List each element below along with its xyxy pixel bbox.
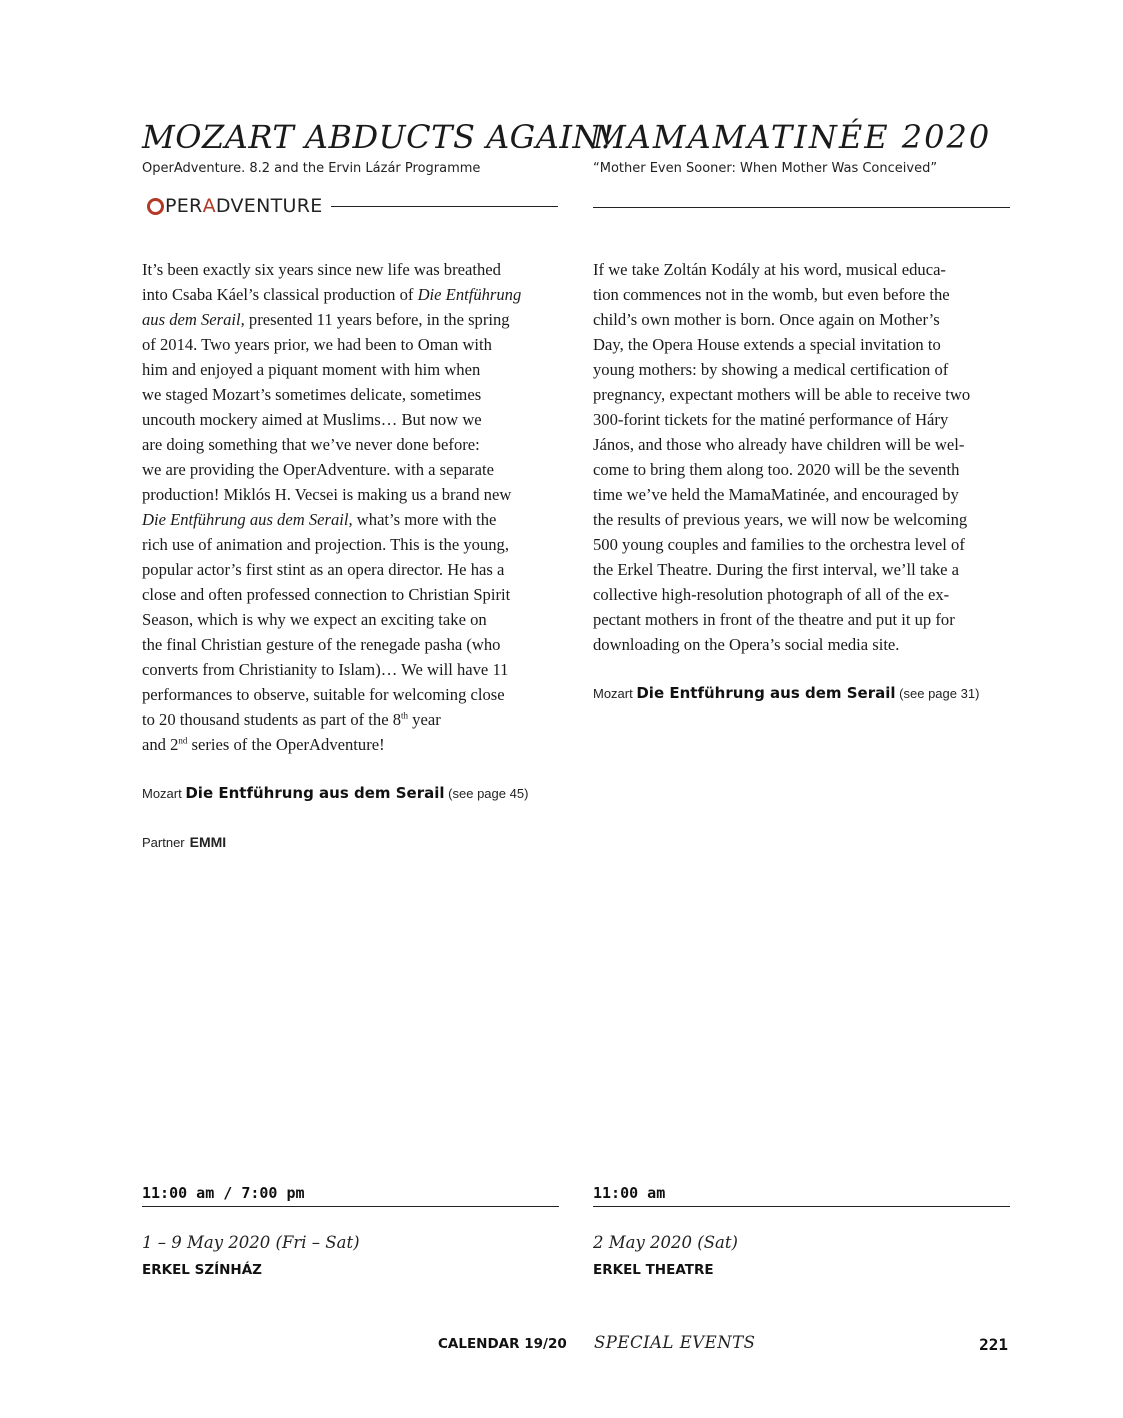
divider: [331, 206, 558, 207]
ring-o-icon: [147, 198, 164, 215]
work-title: Die Entführung aus dem Serail: [636, 684, 896, 702]
event-time: 11:00 am / 7:00 pm: [142, 1184, 559, 1207]
work-reference: Mozart Die Entführung aus dem Serail (see page 45): [142, 784, 529, 802]
event-date: 1 – 9 May 2020 (Fri – Sat): [142, 1233, 360, 1252]
partner-name: EMMI: [189, 834, 227, 850]
operadventure-logo-row: [147, 192, 558, 220]
article-body: It’s been exactly six years since new life was breathed into Csaba Káel’s classical production of Die Entführung aus dem Serail, presented 11 years before, in the spring of 2014. Two years prior, we had been to Oman with him and enjoyed a piquant moment with him when we staged Mozart’s sometimes delicate, sometimes uncouth mockery aimed at Muslims… But now we are doing something that we’ve never done before: we are providing the OperAdventure. with a separate production! Miklós H. Vecsei is making us a brand new Die Entführung aus dem Serail, what’s more with the rich use of animation and projection. This is the young, popular actor’s first stint as an opera director. He has a close and often professed connection to Christian Spirit Season, which is why we expect an exciting take on the final Christian gesture of the renegade pasha (who converts from Christianity to Islam)… We will have 11 performances to observe, suitable for welcoming close to 20 thousand students as part of the 8th year and 2nd series of the OperAdventure!: [142, 260, 522, 754]
article-title: MAMAMATINÉE 2020: [593, 118, 992, 156]
event-time: 11:00 am: [593, 1184, 1010, 1207]
article-subtitle: OperAdventure. 8.2 and the Ervin Lázár Programme: [142, 161, 481, 176]
page-reference: (see page 31): [899, 686, 980, 701]
work-title: Die Entführung aus dem Serail: [185, 784, 445, 802]
footer-calendar-label: CALENDAR 19/20: [438, 1336, 567, 1352]
event-venue: ERKEL SZÍNHÁZ: [142, 1262, 262, 1278]
event-venue: ERKEL THEATRE: [593, 1262, 714, 1278]
article-body: If we take Zoltán Kodály at his word, musical educa- tion commences not in the womb, but even before the child’s own mother is born. Once again on Mother’s Day, the Opera House extends a special invitation to young mothers: by showing a medical certification of pregnancy, expectant mothers will be able to receive two 300-forint tickets for the matiné performance of Háry János, and those who already have children will be wel- come to bring them along too. 2020 will be the seventh time we’ve held the MamaMatinée, and encouraged by the results of previous years, we will now be welcoming 500 young couples and families to the orchestra level of the Erkel Theatre. During the first interval, we’ll take a collective high-resolution photograph of all of the ex- pectant mothers in front of the theatre and put it up for downloading on the Opera’s social media site.: [593, 260, 971, 654]
work-reference: Mozart Die Entführung aus dem Serail (see page 31): [593, 684, 980, 702]
article-subtitle: “Mother Even Sooner: When Mother Was Conceived”: [593, 161, 938, 176]
footer-section-label: SPECIAL EVENTS: [594, 1333, 756, 1352]
page-reference: (see page 45): [448, 786, 529, 801]
event-date: 2 May 2020 (Sat): [593, 1233, 738, 1252]
page-number: 221: [979, 1335, 1008, 1354]
divider: [593, 207, 1010, 208]
article-title: MOZART ABDUCTS AGAIN!: [142, 118, 615, 156]
partner-line: Partner EMMI: [142, 834, 227, 850]
operadventure-logo: PER A DVENTURE: [147, 195, 323, 217]
